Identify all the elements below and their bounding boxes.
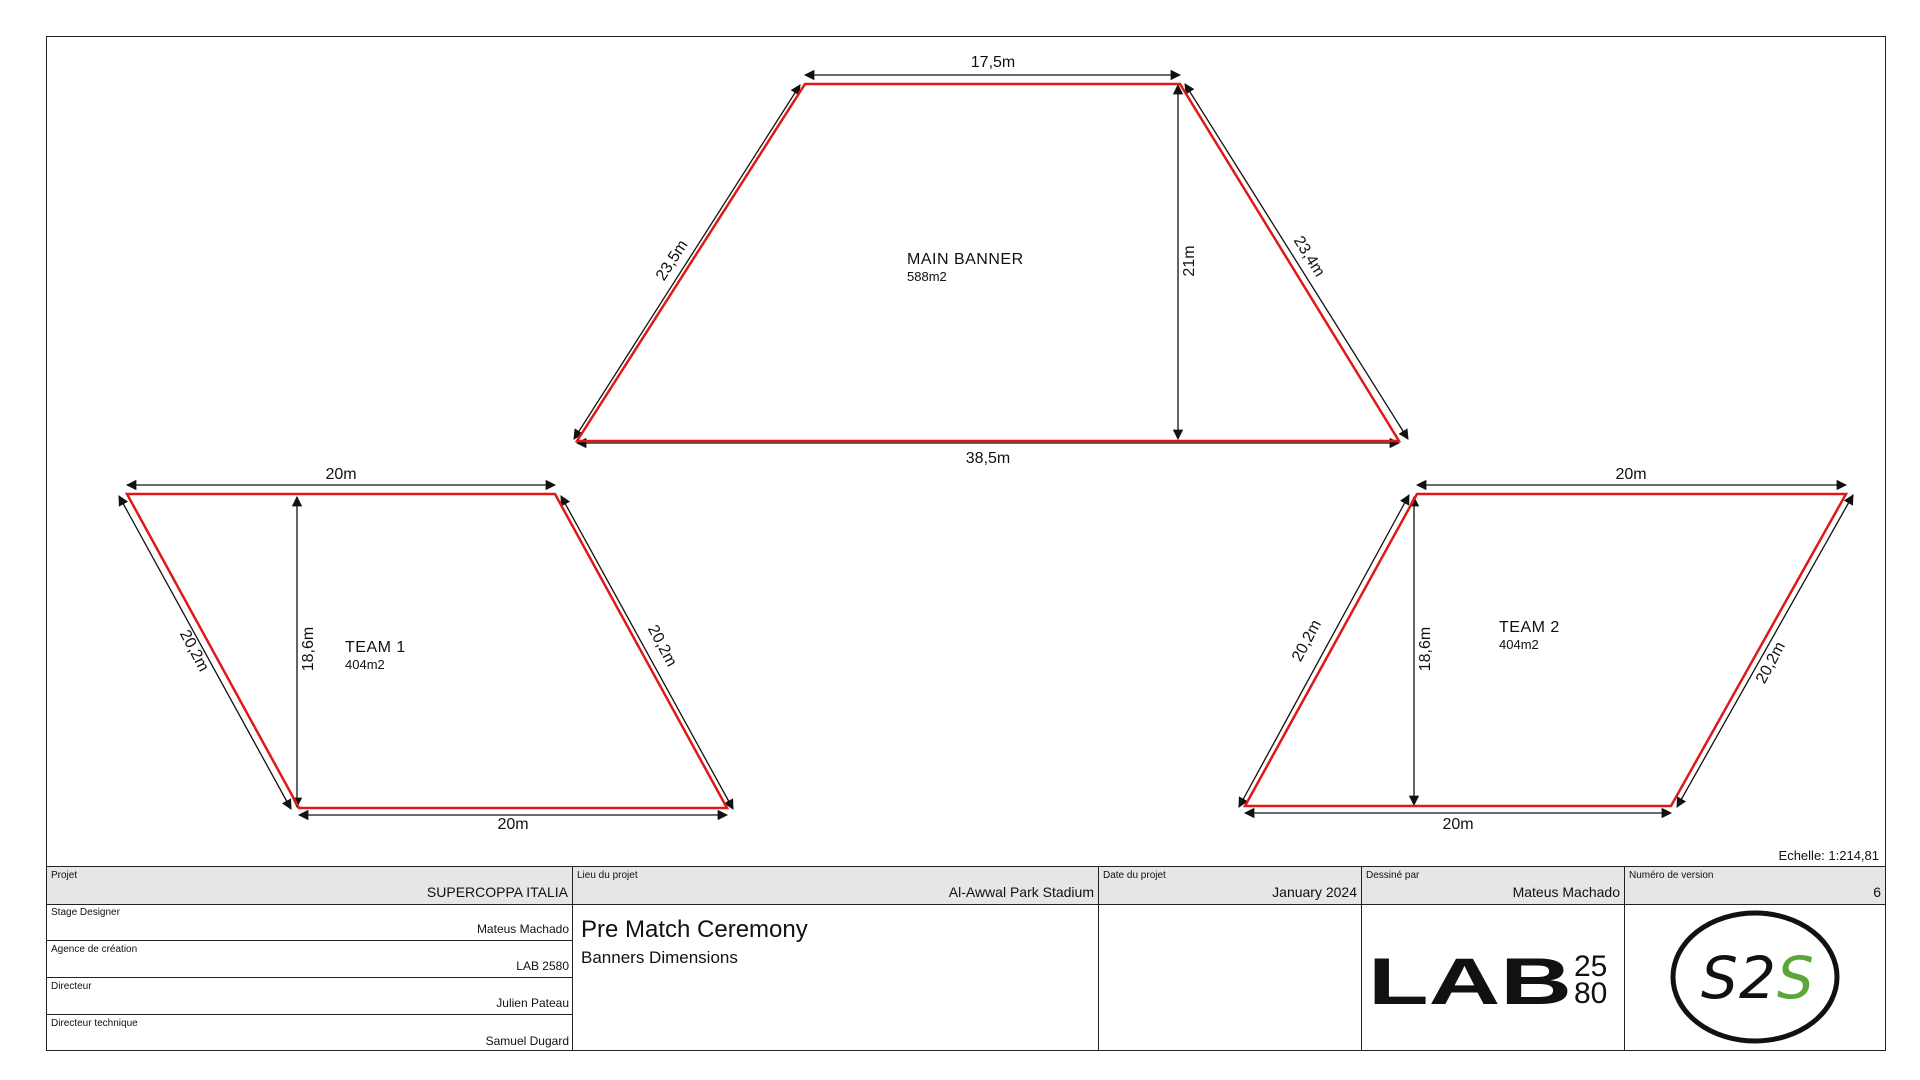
drawing-frame xyxy=(46,36,1886,1051)
s2s-logo-s1: S xyxy=(1701,944,1738,1012)
author-column xyxy=(1362,867,1625,1051)
lab-logo-top-digits: 25 xyxy=(1574,950,1608,983)
drawing-title: Pre Match Ceremony xyxy=(581,916,808,943)
lab-logo-text: LAB xyxy=(1368,944,1572,1018)
main-banner-title: MAIN BANNER xyxy=(907,251,1024,268)
lieu-value: Al-Awwal Park Stadium xyxy=(948,884,1094,900)
team1-right-dimension-line xyxy=(561,496,733,809)
directeur-technique-value: Samuel Dugard xyxy=(485,1034,569,1048)
main-right-label: 23,4m xyxy=(1289,233,1328,280)
main-top-label: 17,5m xyxy=(970,54,1016,71)
projet-cell xyxy=(47,867,572,905)
team1-bottom-label: 20m xyxy=(497,816,529,833)
agence-label: Agence de création xyxy=(51,944,138,955)
directeur-technique-label: Directeur technique xyxy=(51,1018,138,1029)
date-value: January 2024 xyxy=(1272,884,1357,900)
projet-label: Projet xyxy=(51,870,78,881)
main-banner-area: 588m2 xyxy=(907,269,947,284)
directeur-value: Julien Pateau xyxy=(496,996,569,1010)
s2s-logo-2: 2 xyxy=(1739,944,1776,1012)
team2-banner-title: TEAM 2 xyxy=(1499,619,1560,636)
main-left-dimension-line xyxy=(574,85,800,439)
date-cell xyxy=(1099,867,1361,905)
team1-banner-area: 404m2 xyxy=(345,657,385,672)
main-left-label: 23,5m xyxy=(652,237,692,284)
project-info-column xyxy=(47,867,573,1051)
version-column xyxy=(1625,867,1885,1051)
team1-banner-title: TEAM 1 xyxy=(345,639,406,656)
title-block xyxy=(47,866,1885,1051)
drawing-title-cell xyxy=(573,904,1098,1051)
team2-height-label: 18,6m xyxy=(1417,626,1434,672)
team1-height-label: 18,6m xyxy=(300,626,317,672)
date-label: Date du projet xyxy=(1103,870,1166,881)
team1-left-label: 20,2m xyxy=(176,627,212,675)
dessine-label: Dessiné par xyxy=(1366,870,1420,881)
team2-right-dimension-line xyxy=(1677,495,1853,807)
lab-logo-bottom-digits: 80 xyxy=(1574,977,1608,1010)
team2-bottom-label: 20m xyxy=(1442,816,1474,833)
lieu-label: Lieu du projet xyxy=(577,870,638,881)
lab2580-logo xyxy=(1362,904,1624,1051)
version-label: Numéro de version xyxy=(1629,870,1714,881)
lab2580-logo-svg xyxy=(1362,904,1625,1051)
team2-banner-outline xyxy=(1245,494,1846,806)
team2-top-label: 20m xyxy=(1615,466,1647,483)
stage-designer-row xyxy=(47,904,573,941)
team2-left-dimension-line xyxy=(1239,495,1409,807)
projet-value: SUPERCOPPA ITALIA xyxy=(426,884,568,900)
stage-designer-value: Mateus Machado xyxy=(476,922,569,936)
s2s-logo-s2: S xyxy=(1777,944,1814,1012)
team2-right-label: 20,2m xyxy=(1753,639,1789,687)
team1-banner-outline xyxy=(127,494,727,808)
team1-right-label: 20,2m xyxy=(644,622,680,670)
main-height-label: 21m xyxy=(1181,245,1198,277)
directeur-label: Directeur xyxy=(51,981,92,992)
main-banner xyxy=(574,54,1408,467)
date-column xyxy=(1099,867,1362,1051)
stage-designer-label: Stage Designer xyxy=(51,907,120,918)
location-column xyxy=(573,867,1099,1051)
agence-value: LAB 2580 xyxy=(516,959,569,973)
s2s-logo-svg xyxy=(1625,904,1885,1051)
team2-banner xyxy=(1239,466,1853,833)
version-value: 6 xyxy=(1873,884,1881,900)
team1-banner xyxy=(119,466,733,833)
drawing-subtitle: Banners Dimensions xyxy=(581,948,738,967)
lieu-cell xyxy=(573,867,1098,905)
banner-drawing xyxy=(47,37,1885,866)
main-bottom-label: 38,5m xyxy=(965,450,1011,467)
version-cell xyxy=(1625,867,1885,905)
main-right-dimension-line xyxy=(1185,84,1408,439)
dessine-value: Mateus Machado xyxy=(1512,884,1620,900)
scale-label: Echelle: 1:214,81 xyxy=(1778,848,1879,863)
dessine-cell xyxy=(1362,867,1624,905)
directeur-row xyxy=(47,978,573,1015)
directeur-technique-row xyxy=(47,1015,573,1052)
team2-banner-area: 404m2 xyxy=(1499,637,1539,652)
team1-top-label: 20m xyxy=(325,466,357,483)
s2s-logo xyxy=(1625,904,1885,1051)
agence-row xyxy=(47,941,573,978)
team2-left-label: 20,2m xyxy=(1289,617,1325,665)
